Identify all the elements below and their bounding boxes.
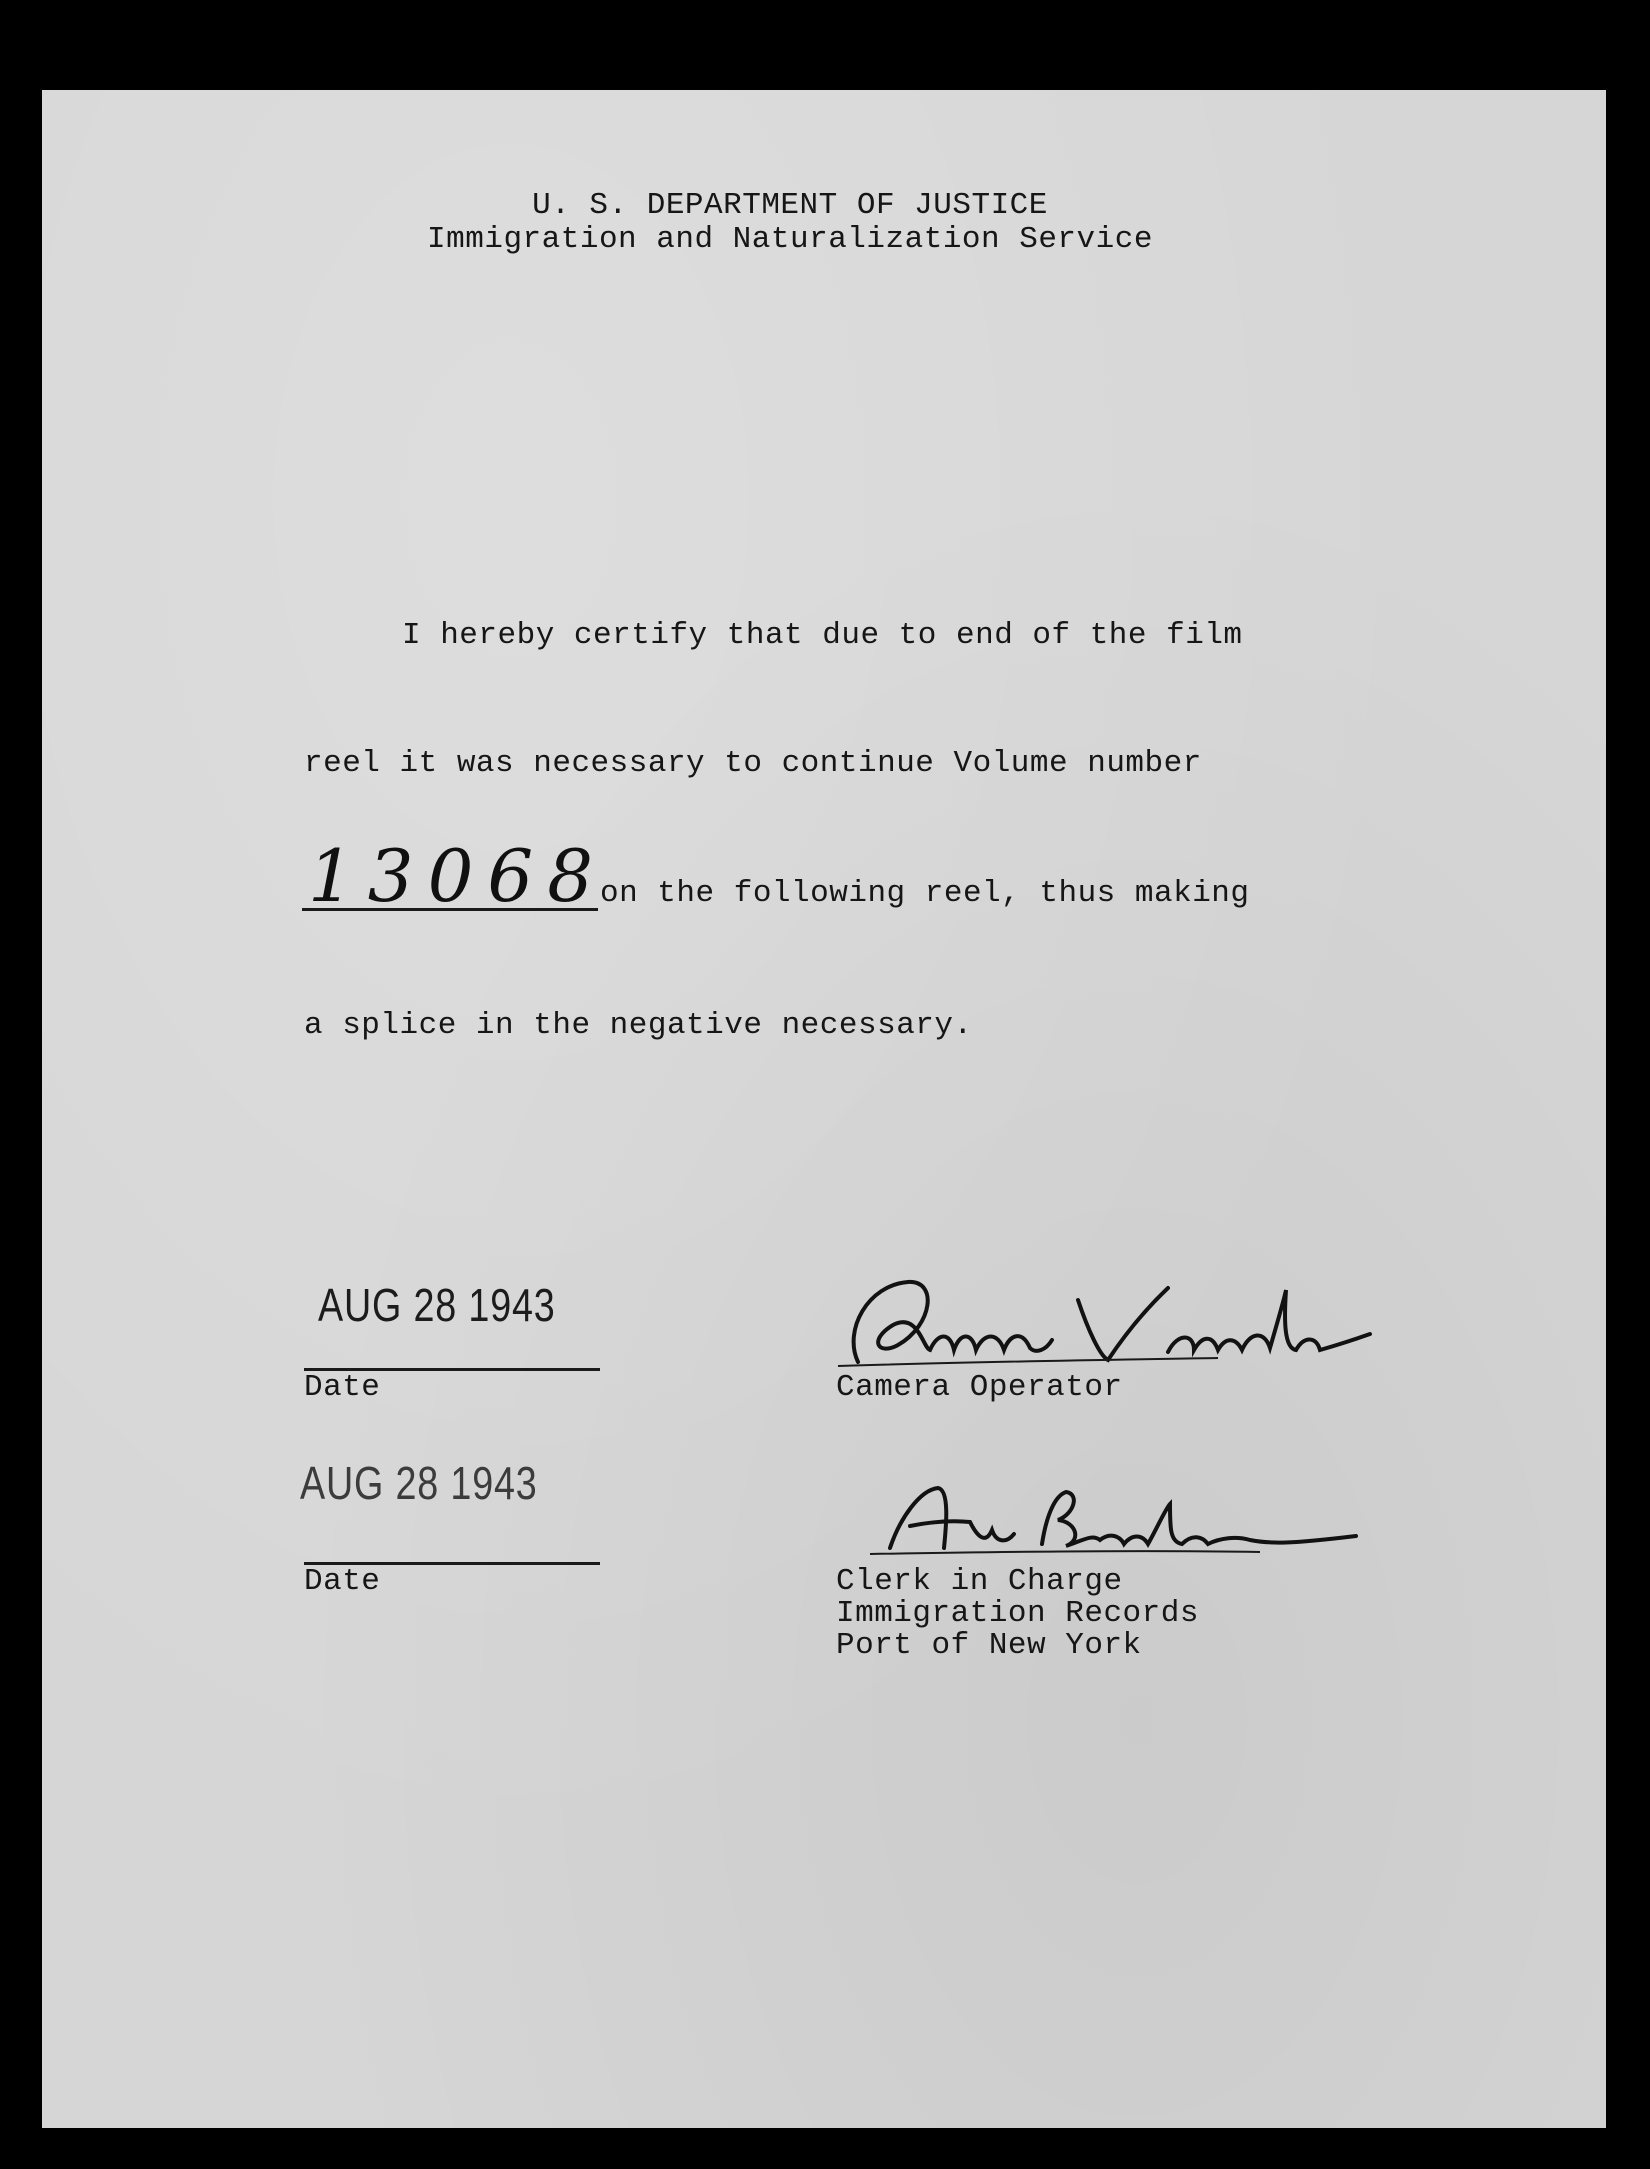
clerk-title-3: Port of New York	[836, 1628, 1142, 1663]
certification-line-1: I hereby certify that due to end of the film	[402, 618, 1243, 653]
certification-line-2: reel it was necessary to continue Volume number	[304, 746, 1202, 781]
camera-operator-signature	[838, 1270, 1378, 1380]
date-label-1: Date	[304, 1370, 381, 1405]
service-heading: Immigration and Naturalization Service	[427, 222, 1153, 257]
clerk-title-1: Clerk in Charge	[836, 1564, 1123, 1599]
certification-line-3: on the following reel, thus making	[600, 876, 1250, 911]
volume-number-handwritten: 13068	[308, 834, 608, 918]
camera-operator-label: Camera Operator	[836, 1370, 1123, 1405]
clerk-title-2: Immigration Records	[836, 1596, 1199, 1631]
volume-number-underline	[302, 908, 598, 911]
document-page	[42, 90, 1606, 2128]
clerk-signature	[870, 1478, 1370, 1568]
date-stamp-2: AUG 28 1943	[300, 1457, 538, 1509]
department-heading: U. S. DEPARTMENT OF JUSTICE	[532, 188, 1048, 223]
certification-line-4: a splice in the negative necessary.	[304, 1008, 973, 1043]
date-stamp-1: AUG 28 1943	[318, 1279, 556, 1331]
date-label-2: Date	[304, 1564, 381, 1599]
